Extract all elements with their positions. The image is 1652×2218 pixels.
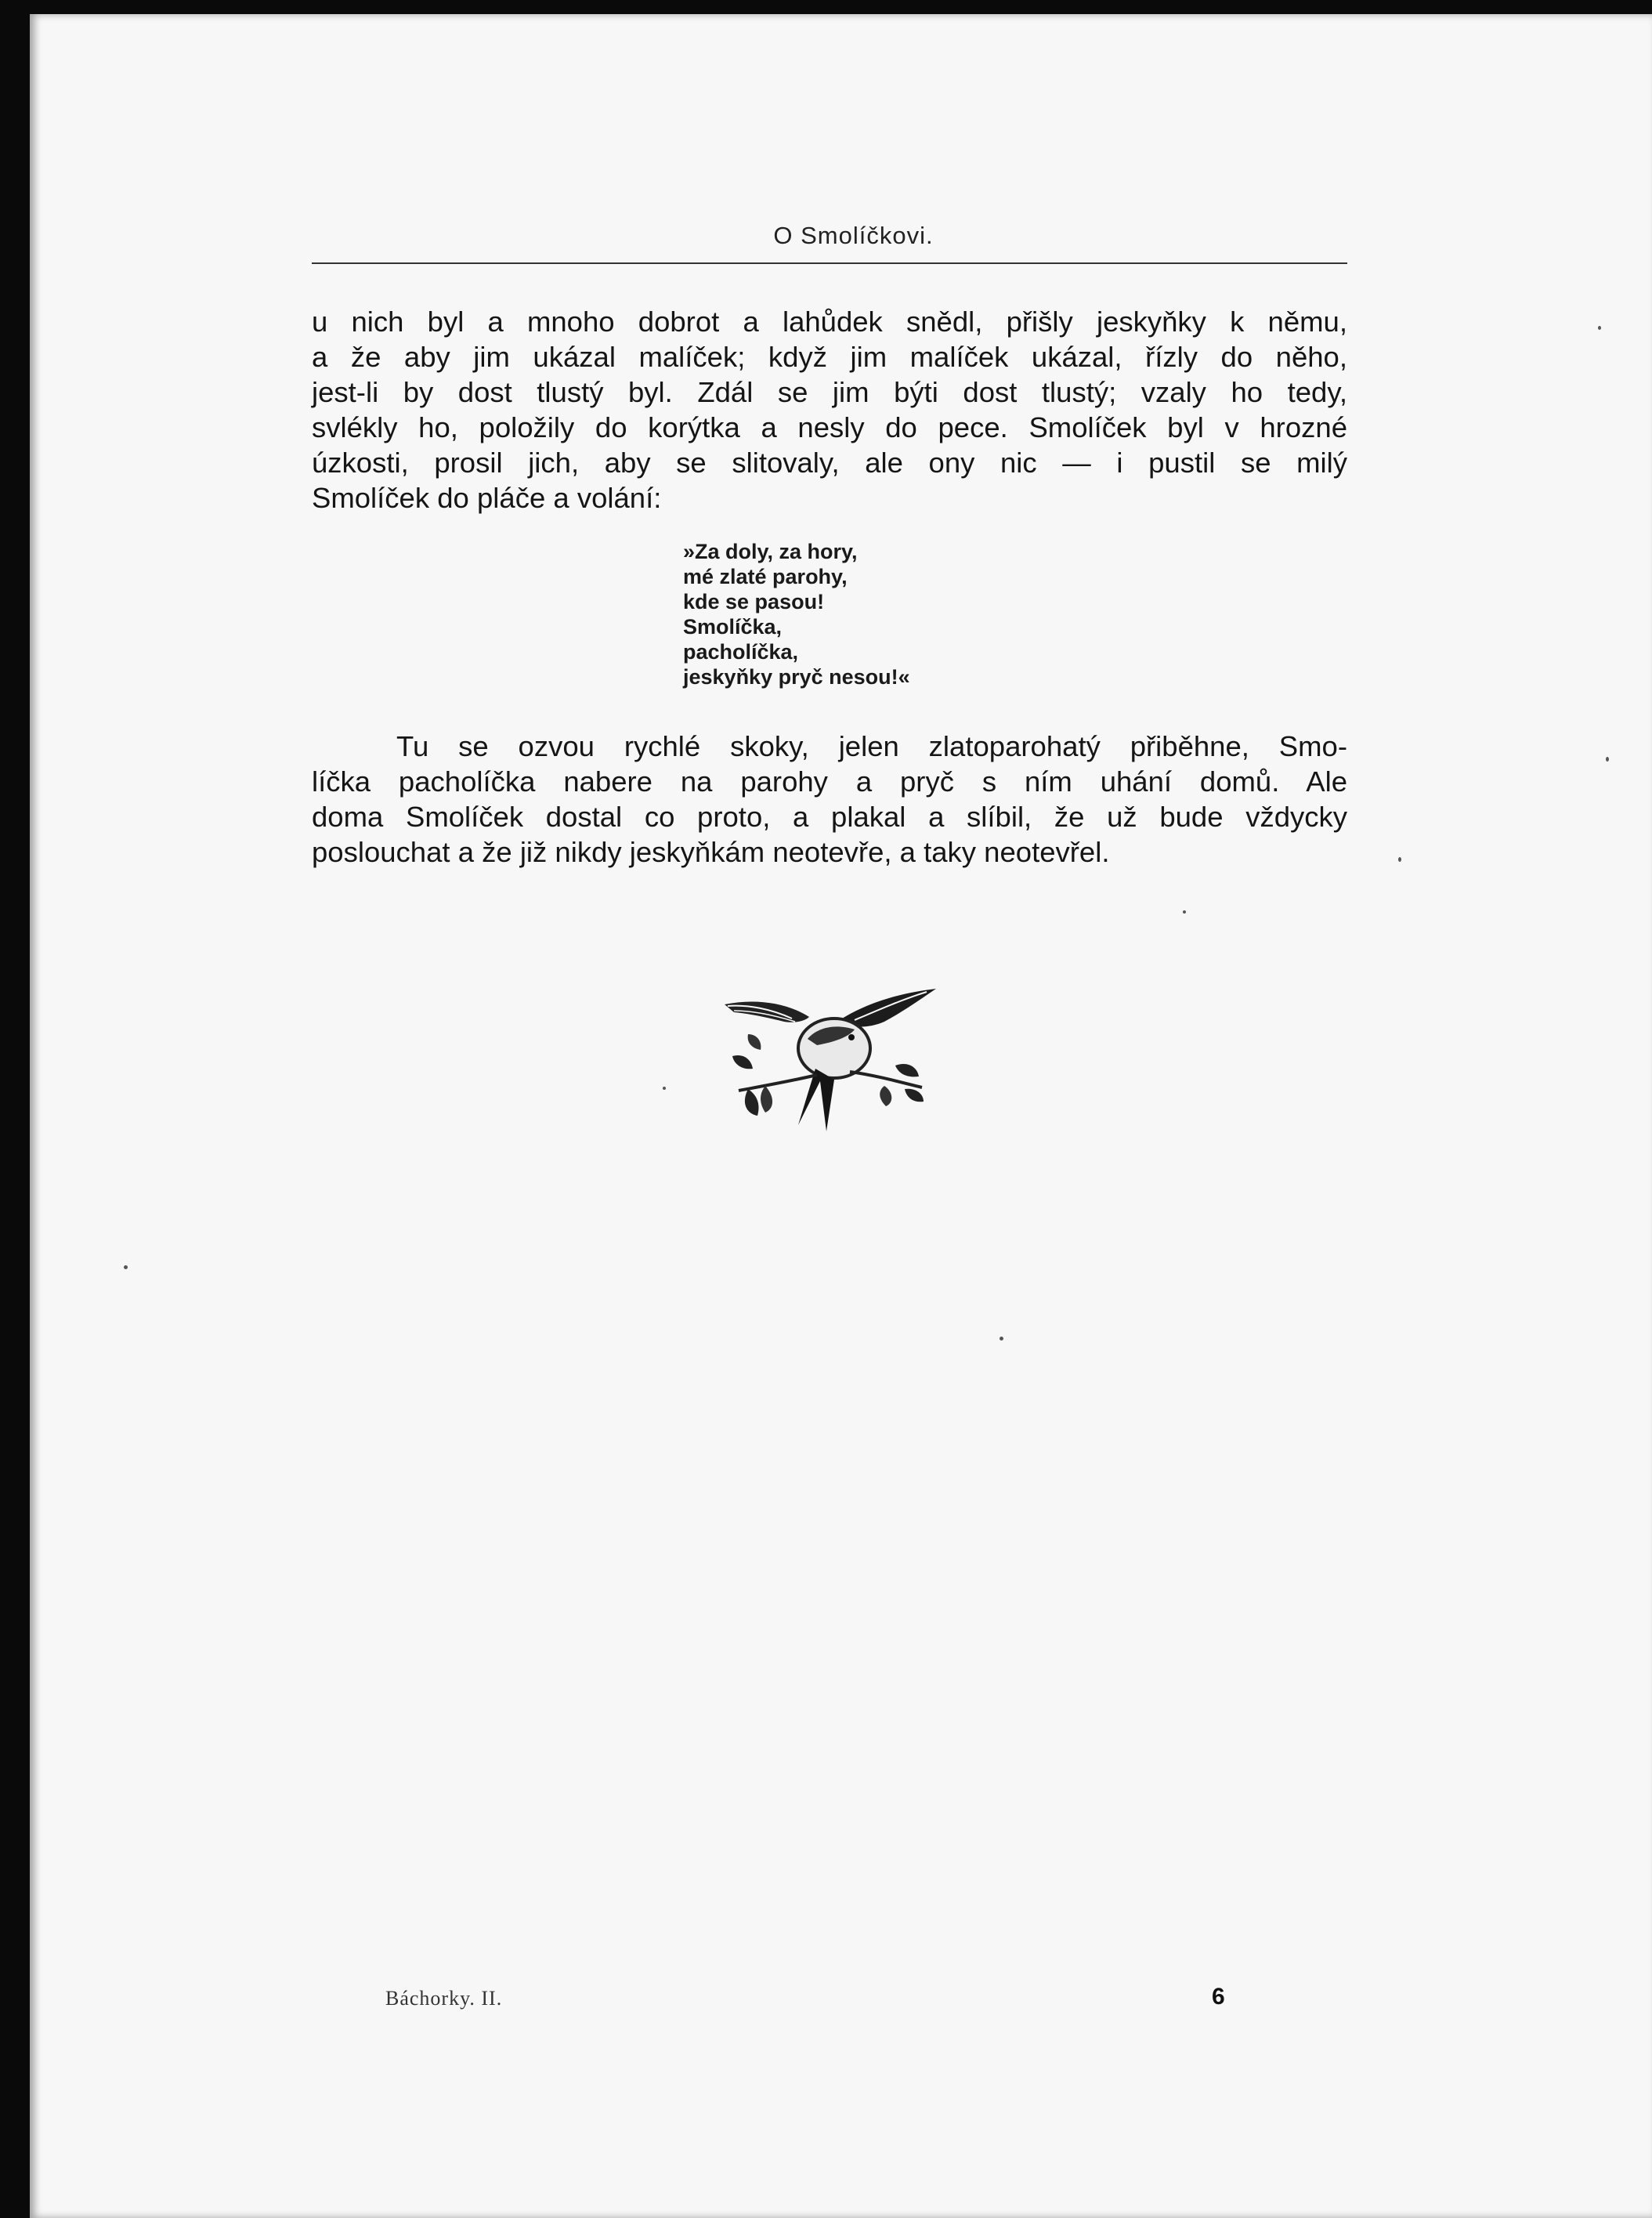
header-rule — [312, 262, 1347, 264]
text-line: Smolíček do pláče a volání: — [312, 482, 662, 514]
text-line: u nich byl a mnoho dobrot a lahůdek snědl, přišly jeskyňky k němu, — [312, 306, 1347, 338]
verse-line: Smolíčka, — [683, 615, 783, 639]
text-line: Tu se ozvou rychlé skoky, jelen zlatoparohatý přiběhne, Smo- — [396, 730, 1347, 762]
paper-speck — [1398, 857, 1401, 862]
verse-line: kde se pasou! — [683, 590, 825, 613]
text-line: úzkosti, prosil jich, aby se slitovaly, ale ony nic — i pustil se milý — [312, 447, 1347, 479]
paper-speck — [1606, 757, 1609, 762]
paper-speck — [1598, 326, 1601, 330]
verse-line: »Za doly, za hory, — [683, 540, 858, 563]
paragraph-1 — [312, 304, 1347, 516]
bird-ornament-icon — [717, 987, 944, 1136]
verse-line: pacholíčka, — [683, 640, 799, 664]
verse-line: mé zlaté parohy, — [683, 565, 848, 588]
sheet-number: 6 — [1212, 1984, 1225, 2010]
text-line: doma Smolíček dostal co proto, a plakal a slíbil, že už bude vždycky — [312, 801, 1347, 833]
text-line: a že aby jim ukázal malíček; když jim malíček ukázal, řízly do něho, — [312, 341, 1347, 373]
paper-speck — [1000, 1337, 1003, 1341]
text-line: líčka pacholíčka nabere na parohy a pryč s ním uhání domů. Ale — [312, 765, 1347, 798]
paper-speck — [1183, 910, 1186, 914]
verse-line: jeskyňky pryč nesou!« — [683, 665, 910, 689]
paragraph-2 — [312, 729, 1347, 870]
printer-signature-mark: Báchorky. II. — [385, 1987, 503, 2010]
running-head: O Smolíčkovi. — [773, 222, 934, 249]
text-line: poslouchat a že již nikdy jeskyňkám neotevře, a taky neotevřel. — [312, 836, 1110, 868]
paper-speck — [663, 1087, 666, 1090]
verse-block — [683, 539, 910, 689]
text-line: jest-li by dost tlustý byl. Zdál se jim býti dost tlustý; vzaly ho tedy, — [312, 376, 1347, 408]
text-line: svlékly ho, položily do korýtka a nesly do pece. Smolíček byl v hrozné — [312, 411, 1347, 443]
paper-speck — [124, 1265, 128, 1269]
